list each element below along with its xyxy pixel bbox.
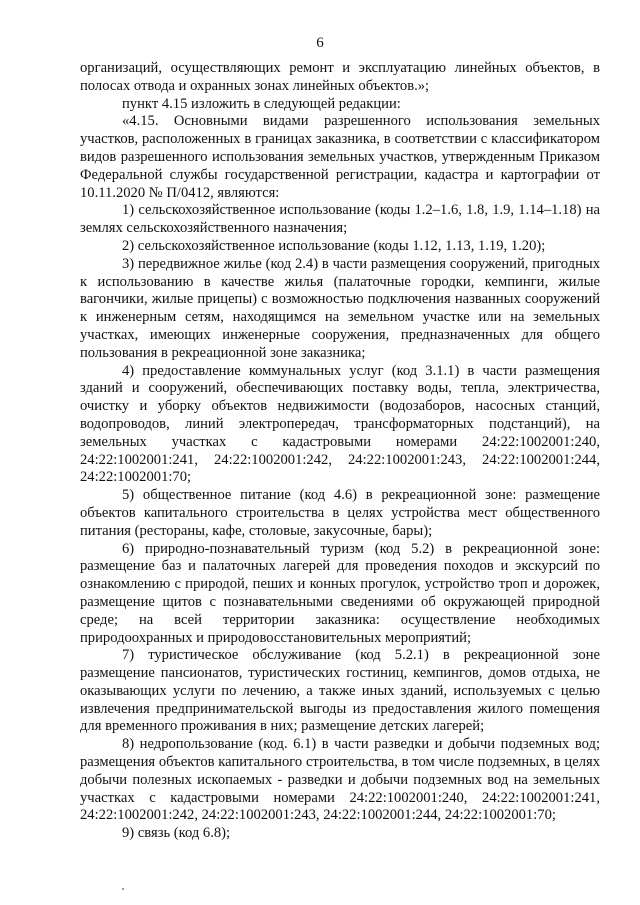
list-item-1: 1) сельскохозяйственное использование (коды 1.2–1.6, 1.8, 1.9, 1.14–1.18) на землях сельскохозяйственного назначения; — [80, 202, 600, 237]
page-number: 6 — [316, 35, 324, 51]
list-item-9: 9) связь (код 6.8); — [122, 825, 231, 842]
paragraph-continuation: организаций, осуществляющих ремонт и эксплуатацию линейных объектов, в полосах отвода и охранных зонах линейных объектов.»; — [80, 60, 600, 94]
list-item-6: 6) природно-познавательный туризм (код 5.2) в рекреационной зоне: размещение баз и палаточных лагерей для проведения походов и экскурсий по ознакомлению с природой, пеших и конных прогулок, устройство троп и дорожек, размещение щитов с познавательными сведениями об окружающей природной среде; на всей территории заказника: осуществление необходимых природоохранных и природовосстановительных мероприятий; — [80, 540, 600, 646]
paragraph-4-15: «4.15. Основными видами разрешенного использования земельных участков, расположенных в границах заказника, в соответствии с классификатором видов разрешенного использования земельных участков, утвержденным Приказом Федеральной службы государственной регистрации, кадастра и картографии от 10.11.2020 № П/0412, являются: — [80, 113, 600, 201]
paragraph-amendment-intro: пункт 4.15 изложить в следующей редакции: — [122, 95, 401, 112]
list-item-2: 2) сельскохозяйственное использование (коды 1.12, 1.13, 1.19, 1.20); — [122, 237, 546, 254]
list-item-5: 5) общественное питание (код 4.6) в рекреационной зоне: размещение объектов капитального строительства в целях устройства мест общественного питания (рестораны, кафе, столовые, закусочные, бары); — [80, 487, 600, 539]
list-item-7: 7) туристическое обслуживание (код 5.2.1) в рекреационной зоне размещение пансионатов, туристических гостиниц, кемпингов, домов отдыха, не оказывающих услуги по лечению, а также иных зданий, используемых с целью извлечения предпринимательской выгоды из предоставления жилого помещения для временного проживания в них; размещение детских лагерей; — [80, 647, 600, 735]
list-item-8: 8) недропользование (код. 6.1) в части разведки и добычи подземных вод; размещения объектов капитального строительства, в том числе подземных, в целях добычи полезных ископаемых - разведки и добычи подземных вод на земельных участках с кадастровыми номерами 24:22:1002001:240, 24:22:1002001:241, 24:22:1002001:242, 24:22:1002001:243, 24:22:1002001:244, 24:22:1002001:70; — [80, 736, 600, 824]
document-body — [80, 60, 600, 843]
list-item-3: 3) передвижное жилье (код 2.4) в части размещения сооружений, пригодных к использованию в качестве жилья (палаточные городки, кемпинги, жилые вагончики, жилые прицепы) с возможностью подключения названных сооружений к инженерным сетям, находящимся на земельном участке или на земельных участках, имеющих инженерные сооружения, предназначенных для общего пользования в рекреационной зоне заказника; — [80, 255, 600, 361]
scan-speck — [122, 888, 124, 890]
list-item-4: 4) предоставление коммунальных услуг (код 3.1.1) в части размещения зданий и сооружений, обеспечивающих поставку воды, тепла, электричества, очистку и уборку объектов недвижимости (водозаборов, насосных станций, водопроводов, линий электропередач, трансформаторных подстанций), на земельных участках с кадастровыми номерами 24:22:1002001:240, 24:22:1002001:241, 24:22:1002001:242, 24:22:1002001:243, 24:22:1002001:244, 24:22:1002001:70; — [80, 362, 600, 486]
